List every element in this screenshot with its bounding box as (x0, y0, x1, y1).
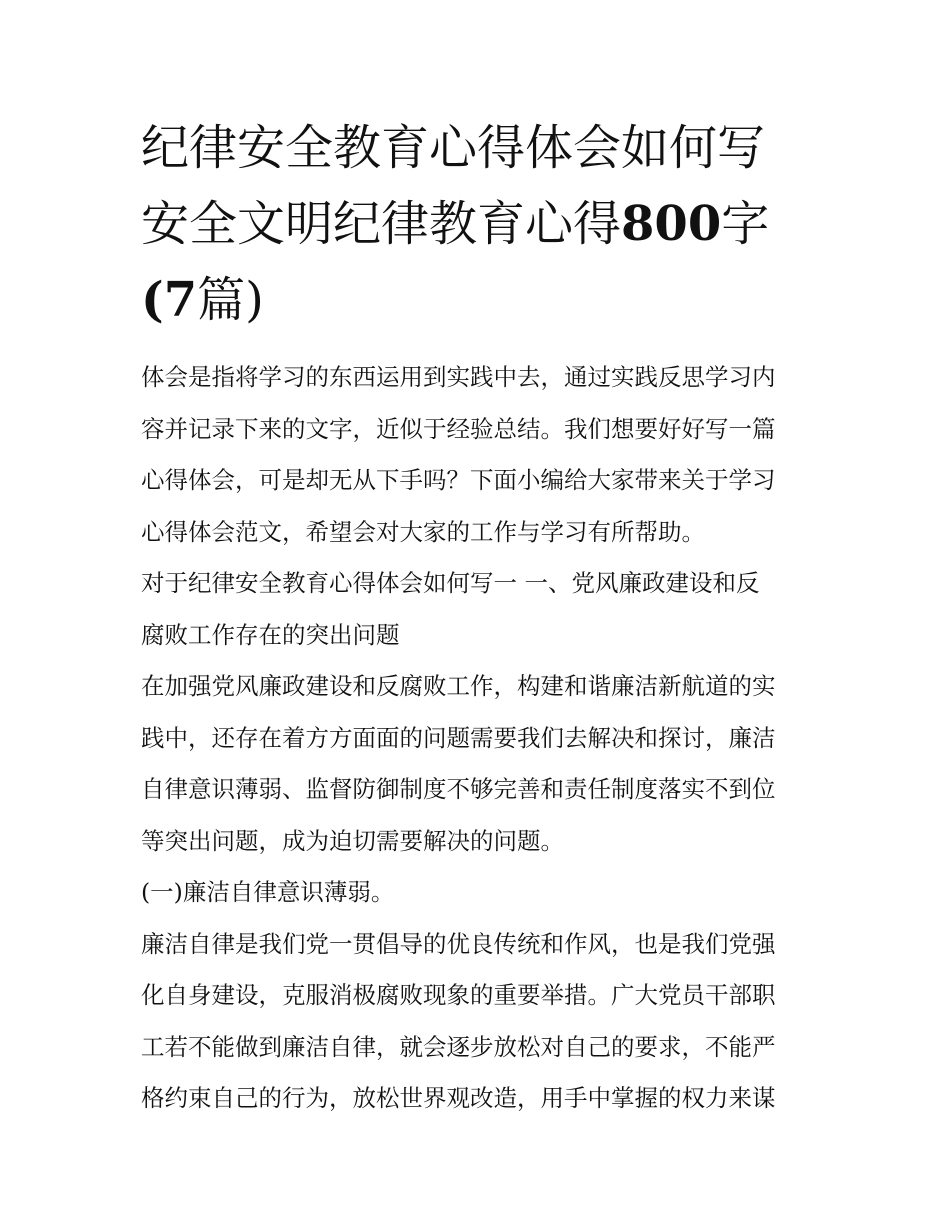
paragraph-intro (141, 352, 813, 558)
title-article-count: (7 (141, 272, 198, 328)
text-line: 自律意识薄弱、监督防御制度不够完善和责任制度落实不到位 (141, 775, 776, 803)
title-word-count: 800 (621, 196, 722, 252)
text-line: 在加强党风廉政建设和反腐败工作，构建和谐廉洁新航道的实 (141, 672, 776, 700)
text-line: (一)廉洁自律意识薄弱。 (141, 878, 395, 906)
document-body (141, 352, 813, 1125)
title-line-2 (141, 186, 813, 262)
text-line: 心得体会范文，希望会对大家的工作与学习有所帮助。 (141, 517, 705, 546)
title-line-3 (141, 262, 813, 338)
paragraph-issues (141, 661, 813, 867)
text-line: 践中，还存在着方方面面的问题需要我们去解决和探讨，廉洁 (141, 723, 776, 752)
text-line: 工若不能做到廉洁自律，就会逐步放松对自己的要求，不能严 (141, 1032, 776, 1061)
document-content (141, 110, 813, 1125)
text-line: 等突出问题，成为迫切需要解决的问题。 (141, 826, 564, 855)
paragraph-self-discipline (141, 919, 813, 1125)
title-line-2-suffix: 字 (721, 196, 770, 252)
title-line-1: 纪律安全教育心得体会如何写 (141, 120, 766, 176)
text-line: 腐败工作存在的突出问题 (141, 620, 400, 649)
text-line: 体会是指将学习的东西运用到实践中去，通过实践反思学习内 (141, 363, 776, 391)
title-line-2-prefix: 安全文明纪律教育心得 (141, 196, 622, 252)
paragraph-subheading (141, 867, 813, 919)
paragraph-section-heading (141, 558, 813, 661)
text-line: 格约束自己的行为，放松世界观改造，用手中掌握的权力来谋 (141, 1084, 776, 1112)
document-title (141, 110, 813, 338)
text-line: 化自身建设，克服消极腐败现象的重要举措。广大党员干部职 (141, 981, 776, 1009)
title-line-3-suffix: 篇) (197, 272, 264, 328)
text-line: 廉洁自律是我们党一贯倡导的优良传统和作风，也是我们党强 (141, 929, 776, 958)
text-line: 对于纪律安全教育心得体会如何写一 一、党风廉政建设和反 (141, 569, 760, 597)
text-line: 容并记录下来的文字，近似于经验总结。我们想要好好写一篇 (141, 414, 776, 443)
text-line: 心得体会，可是却无从下手吗？下面小编给大家带来关于学习 (141, 466, 776, 494)
